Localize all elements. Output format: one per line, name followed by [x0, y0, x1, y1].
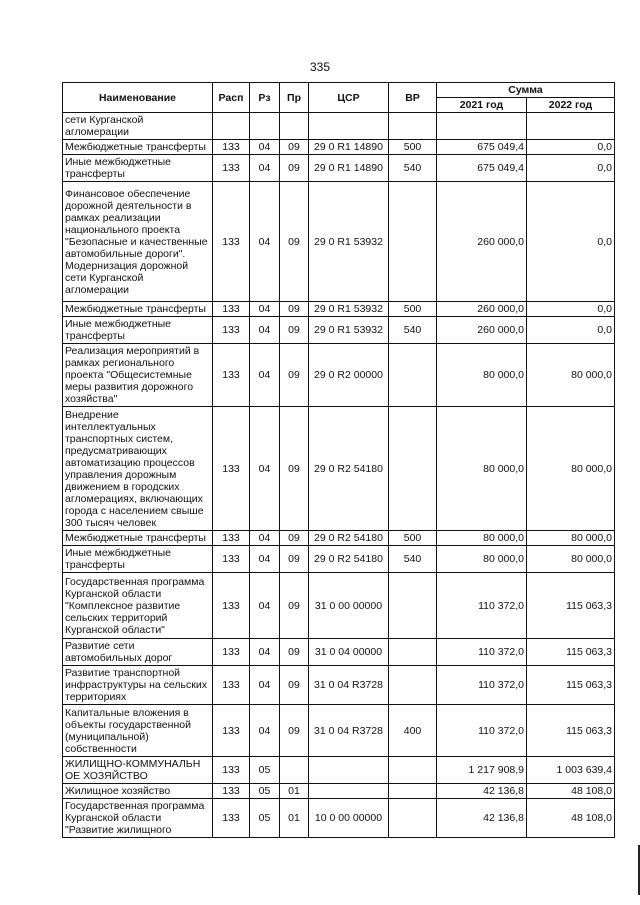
row-sum-2022: 0,0: [527, 155, 615, 182]
table-row: [63, 666, 615, 705]
row-sum-2022: 80 000,0: [527, 546, 615, 573]
row-rasp: 133: [213, 639, 250, 666]
row-sum-2022: 0,0: [527, 140, 615, 155]
header-2021: 2021 год: [437, 98, 527, 113]
row-csr: 10 0 00 00000: [309, 799, 389, 838]
row-sum-2022: 48 108,0: [527, 799, 615, 838]
row-sum-2021: 80 000,0: [437, 407, 527, 531]
row-csr: 31 0 00 00000: [309, 573, 389, 639]
row-rasp: 133: [213, 140, 250, 155]
row-rz: 05: [250, 757, 280, 784]
row-csr: [309, 784, 389, 799]
row-csr: [309, 757, 389, 784]
row-sum-2021: 110 372,0: [437, 573, 527, 639]
row-sum-2021: [437, 113, 527, 140]
row-name: Развитие сети автомобильных дорог: [63, 639, 213, 666]
row-name: Межбюджетные трансферты: [63, 140, 213, 155]
row-name: Жилищное хозяйство: [63, 784, 213, 799]
row-csr: 29 0 R2 00000: [309, 344, 389, 407]
row-sum-2021: 260 000,0: [437, 182, 527, 302]
page-number: 335: [309, 60, 331, 74]
row-sum-2022: 0,0: [527, 302, 615, 317]
row-vr: [389, 182, 437, 302]
row-name: Финансовое обеспечение дорожной деятельности в рамках реализации национального проекта "Безопасные и качественные автомобильные дороги". Модернизация дорожной сети Курганской агломерации: [63, 182, 213, 302]
row-vr: [389, 573, 437, 639]
row-rasp: 133: [213, 799, 250, 838]
budget-table: [62, 82, 615, 838]
row-name: сети Курганской агломерации: [63, 113, 213, 140]
table-row: [63, 757, 615, 784]
row-rz: 04: [250, 344, 280, 407]
row-rasp: 133: [213, 344, 250, 407]
row-vr: [389, 799, 437, 838]
row-rz: 05: [250, 799, 280, 838]
row-sum-2021: 110 372,0: [437, 705, 527, 757]
row-pr: 01: [280, 799, 309, 838]
row-csr: 29 0 R1 53932: [309, 302, 389, 317]
row-vr: [389, 113, 437, 140]
row-csr: 29 0 R1 53932: [309, 317, 389, 344]
table-row: [63, 639, 615, 666]
row-csr: 31 0 04 00000: [309, 639, 389, 666]
table-row: [63, 302, 615, 317]
row-vr: [389, 639, 437, 666]
row-pr: [280, 757, 309, 784]
row-rz: 04: [250, 317, 280, 344]
row-vr: 500: [389, 140, 437, 155]
row-csr: [309, 113, 389, 140]
row-name: Капитальные вложения в объекты государственной (муниципальной) собственности: [63, 705, 213, 757]
row-csr: 29 0 R2 54180: [309, 407, 389, 531]
row-vr: [389, 344, 437, 407]
row-sum-2021: 42 136,8: [437, 784, 527, 799]
row-rasp: 133: [213, 182, 250, 302]
row-csr: 29 0 R1 53932: [309, 182, 389, 302]
row-pr: [280, 113, 309, 140]
row-rasp: 133: [213, 546, 250, 573]
row-pr: 09: [280, 531, 309, 546]
row-sum-2021: 1 217 908,9: [437, 757, 527, 784]
table-row: [63, 155, 615, 182]
row-name: ЖИЛИЩНО-КОММУНАЛЬН ОЕ ХОЗЯЙСТВО: [63, 757, 213, 784]
row-vr: 500: [389, 531, 437, 546]
row-rasp: 133: [213, 666, 250, 705]
row-pr: 09: [280, 407, 309, 531]
row-sum-2022: 48 108,0: [527, 784, 615, 799]
row-csr: 29 0 R1 14890: [309, 140, 389, 155]
header-csr: ЦСР: [309, 83, 389, 113]
row-rasp: 133: [213, 531, 250, 546]
row-pr: 09: [280, 546, 309, 573]
row-pr: 09: [280, 155, 309, 182]
row-name: Иные межбюджетные трансферты: [63, 546, 213, 573]
row-sum-2022: 115 063,3: [527, 705, 615, 757]
table-row: [63, 784, 615, 799]
row-vr: [389, 784, 437, 799]
row-pr: 09: [280, 302, 309, 317]
row-sum-2022: 0,0: [527, 182, 615, 302]
row-pr: 09: [280, 140, 309, 155]
row-rz: 04: [250, 182, 280, 302]
row-csr: 29 0 R2 54180: [309, 531, 389, 546]
row-name: Межбюджетные трансферты: [63, 531, 213, 546]
row-sum-2022: [527, 113, 615, 140]
row-sum-2021: 110 372,0: [437, 639, 527, 666]
row-rz: 05: [250, 784, 280, 799]
row-pr: 01: [280, 784, 309, 799]
row-vr: 540: [389, 546, 437, 573]
row-sum-2021: 80 000,0: [437, 546, 527, 573]
row-sum-2022: 115 063,3: [527, 639, 615, 666]
row-rasp: 133: [213, 705, 250, 757]
table-row: [63, 140, 615, 155]
row-sum-2022: 115 063,3: [527, 573, 615, 639]
table-row: [63, 113, 615, 140]
row-rz: 04: [250, 407, 280, 531]
header-2022: 2022 год: [527, 98, 615, 113]
table-row: [63, 573, 615, 639]
row-rz: 04: [250, 546, 280, 573]
row-rz: 04: [250, 666, 280, 705]
header-pr: Пр: [280, 83, 309, 113]
row-sum-2021: 110 372,0: [437, 666, 527, 705]
table-row: [63, 344, 615, 407]
row-sum-2021: 80 000,0: [437, 344, 527, 407]
row-sum-2022: 80 000,0: [527, 344, 615, 407]
row-rasp: 133: [213, 757, 250, 784]
table-row: [63, 799, 615, 838]
row-sum-2021: 260 000,0: [437, 317, 527, 344]
row-rz: 04: [250, 302, 280, 317]
row-rz: 04: [250, 140, 280, 155]
table-row: [63, 407, 615, 531]
row-csr: 31 0 04 R3728: [309, 705, 389, 757]
row-rasp: 133: [213, 155, 250, 182]
row-rz: 04: [250, 155, 280, 182]
row-rz: [250, 113, 280, 140]
row-pr: 09: [280, 666, 309, 705]
table-row: [63, 705, 615, 757]
row-sum-2021: 675 049,4: [437, 155, 527, 182]
table-row: [63, 317, 615, 344]
row-sum-2021: 42 136,8: [437, 799, 527, 838]
row-sum-2022: 0,0: [527, 317, 615, 344]
row-sum-2022: 80 000,0: [527, 407, 615, 531]
row-name: Иные межбюджетные трансферты: [63, 155, 213, 182]
row-vr: [389, 757, 437, 784]
row-rz: 04: [250, 639, 280, 666]
row-name: Реализация мероприятий в рамках регионального проекта "Общесистемные меры развития дорожного хозяйства": [63, 344, 213, 407]
header-name: Наименование: [63, 83, 213, 113]
row-vr: [389, 407, 437, 531]
row-rz: 04: [250, 573, 280, 639]
row-rz: 04: [250, 531, 280, 546]
row-vr: 500: [389, 302, 437, 317]
row-pr: 09: [280, 182, 309, 302]
row-vr: 540: [389, 317, 437, 344]
row-name: Государственная программа Курганской области "Комплексное развитие сельских территорий Курганской области": [63, 573, 213, 639]
row-name: Внедрение интеллектуальных транспортных систем, предусматривающих автоматизацию процессов управления дорожным движением в городских агломерациях, включающих города с населением свыше 300 тысяч человек: [63, 407, 213, 531]
row-sum-2022: 80 000,0: [527, 531, 615, 546]
header-rz: Рз: [250, 83, 280, 113]
row-rasp: [213, 113, 250, 140]
row-sum-2021: 80 000,0: [437, 531, 527, 546]
header-vr: ВР: [389, 83, 437, 113]
row-pr: 09: [280, 573, 309, 639]
row-pr: 09: [280, 639, 309, 666]
row-csr: 29 0 R1 14890: [309, 155, 389, 182]
row-name: Развитие транспортной инфраструктуры на сельских территориях: [63, 666, 213, 705]
row-sum-2021: 260 000,0: [437, 302, 527, 317]
row-vr: 400: [389, 705, 437, 757]
row-rz: 04: [250, 705, 280, 757]
table-row: [63, 531, 615, 546]
row-sum-2022: 115 063,3: [527, 666, 615, 705]
row-sum-2022: 1 003 639,4: [527, 757, 615, 784]
row-vr: [389, 666, 437, 705]
row-name: Межбюджетные трансферты: [63, 302, 213, 317]
row-csr: 29 0 R2 54180: [309, 546, 389, 573]
header-sum: Сумма: [437, 83, 615, 98]
row-csr: 31 0 04 R3728: [309, 666, 389, 705]
row-pr: 09: [280, 705, 309, 757]
header-rasp: Расп: [213, 83, 250, 113]
row-rasp: 133: [213, 573, 250, 639]
row-rasp: 133: [213, 784, 250, 799]
row-rasp: 133: [213, 317, 250, 344]
row-rasp: 133: [213, 302, 250, 317]
row-sum-2021: 675 049,4: [437, 140, 527, 155]
row-name: Государственная программа Курганской области "Развитие жилищного: [63, 799, 213, 838]
row-pr: 09: [280, 317, 309, 344]
table-row: [63, 182, 615, 302]
row-pr: 09: [280, 344, 309, 407]
row-rasp: 133: [213, 407, 250, 531]
table-row: [63, 546, 615, 573]
row-name: Иные межбюджетные трансферты: [63, 317, 213, 344]
row-vr: 540: [389, 155, 437, 182]
